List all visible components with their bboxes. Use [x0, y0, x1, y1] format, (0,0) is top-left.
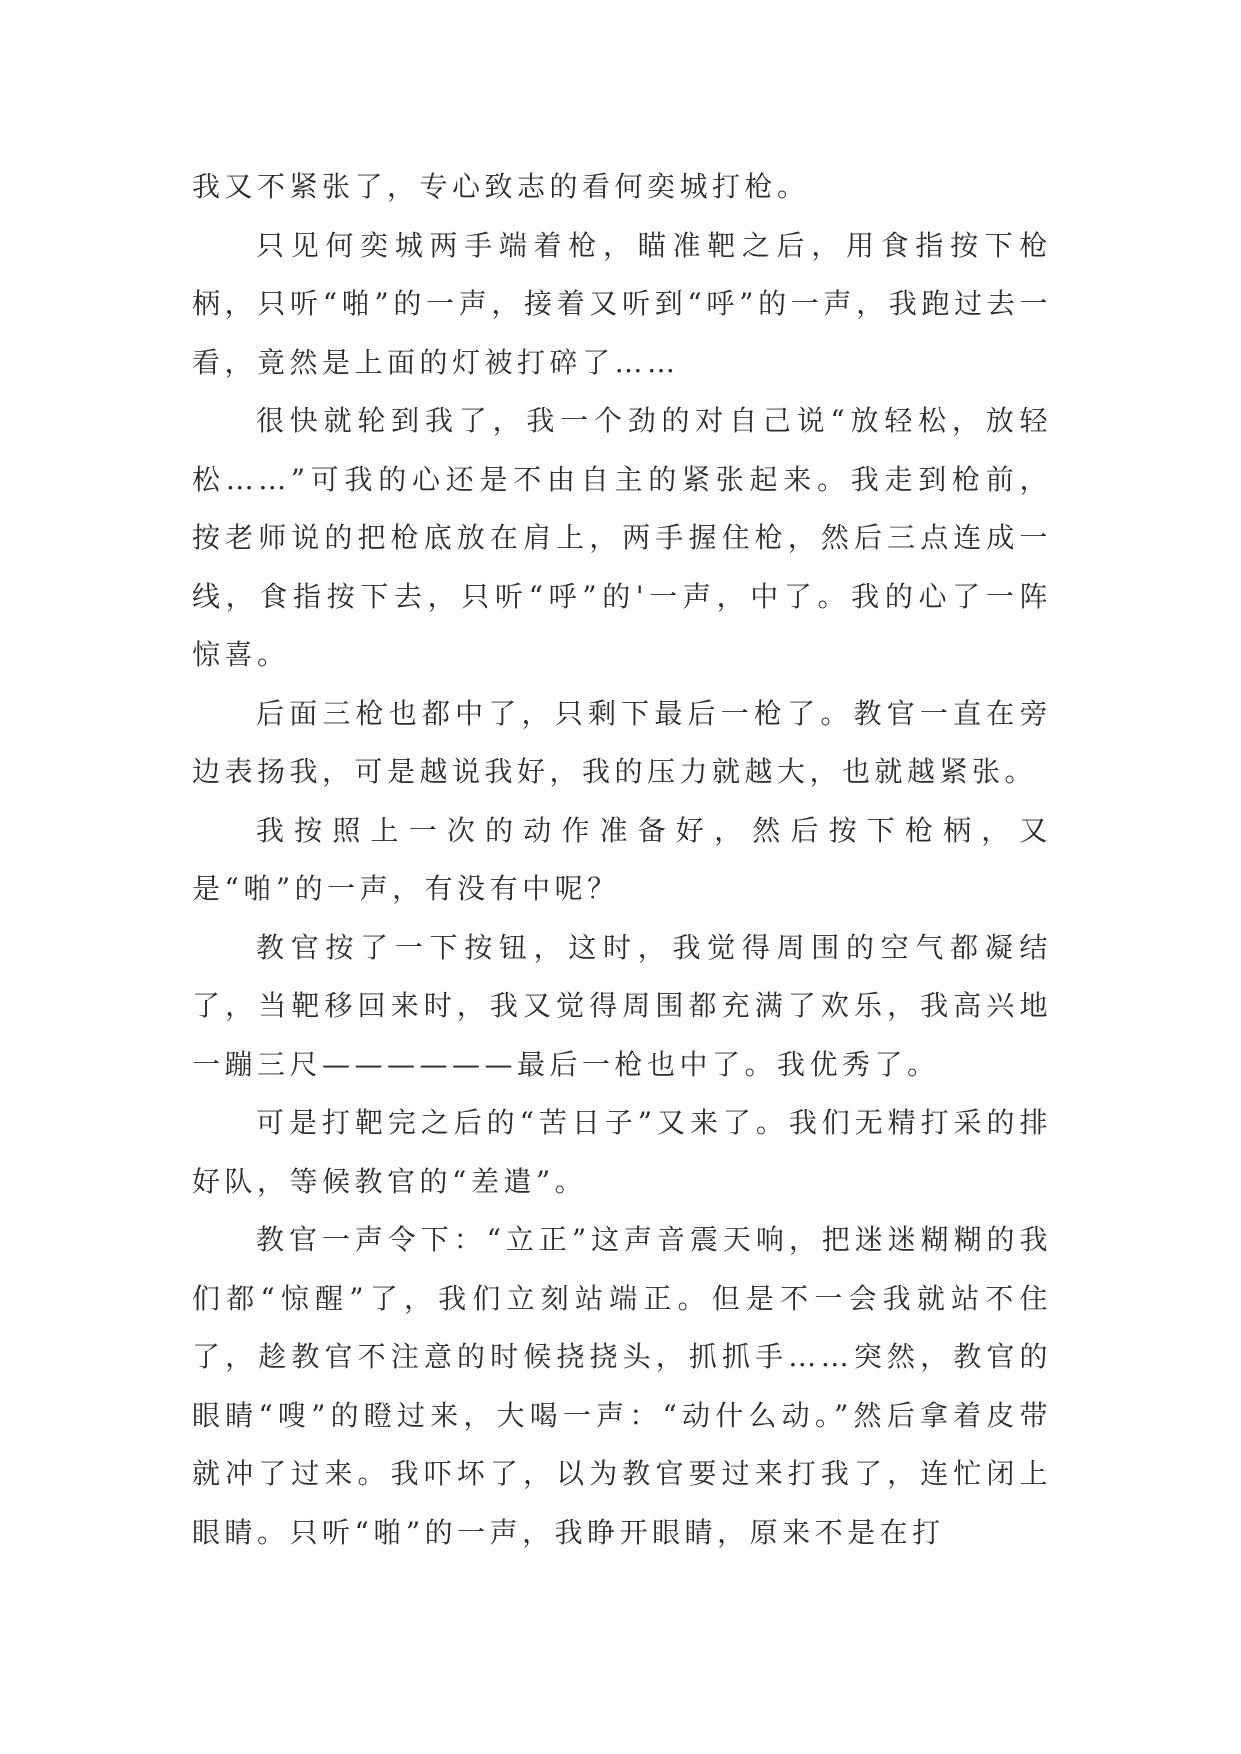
- paragraph: 很快就轮到我了，我一个劲的对自己说“放轻松，放轻松……”可我的心还是不由自主的紧张起来。我走到枪前，按老师说的把枪底放在肩上，两手握住枪，然后三点连成一线，食指按下去，只听“呼”的'一声，中了。我的心了一阵惊喜。: [192, 404, 1052, 671]
- paragraph: 只见何奕城两手端着枪，瞄准靶之后，用食指按下枪柄，只听“啪”的一声，接着又听到“呼”的一声，我跑过去一看，竟然是上面的灯被打碎了……: [192, 228, 1052, 379]
- paragraph: 我又不紧张了，专心致志的看何奕城打枪。: [192, 170, 810, 203]
- paragraph: 后面三枪也都中了，只剩下最后一枪了。教官一直在旁边表扬我，可是越说我好，我的压力就越大，也就越紧张。: [192, 696, 1052, 788]
- paragraph: 教官按了一下按钮，这时，我觉得周围的空气都凝结了，当靶移回来时，我又觉得周围都充满了欢乐，我高兴地一蹦三尺——————最后一枪也中了。我优秀了。: [192, 930, 1052, 1081]
- paragraph: 我按照上一次的动作准备好，然后按下枪柄，又是“啪”的一声，有没有中呢？: [192, 813, 1052, 905]
- paragraph: 教官一声令下：“立正”这声音震天响，把迷迷糊糊的我们都“惊醒”了，我们立刻站端正。但是不一会我就站不住了，趁教官不注意的时候挠挠头，抓抓手……突然，教官的眼睛“嗖”的瞪过来，大喝一声：“动什么动。”然后拿着皮带就冲了过来。我吓坏了，以为教官要过来打我了，连忙闭上眼睛。只听“啪”的一声，我睁开眼睛，原来不是在打: [192, 1223, 1052, 1549]
- paragraph: 可是打靶完之后的“苦日子”又来了。我们无精打采的排好队，等候教官的“差遣”。: [192, 1106, 1052, 1198]
- document-body: [192, 158, 1052, 1562]
